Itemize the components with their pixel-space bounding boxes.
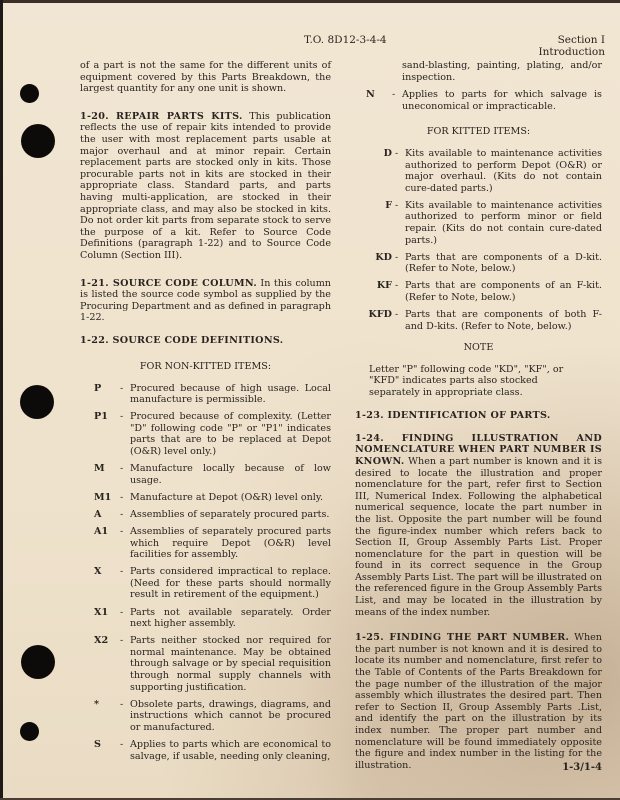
paragraph-1-23-title: 1-23. IDENTIFICATION OF PARTS. [355, 409, 551, 421]
continuation-paragraph: of a part is not the same for the different units of equipment covered by this Parts Breakdown, the largest quantity for any one unit is shown. [80, 60, 331, 95]
definition-item: KD - Parts that are components of a D-kit. (Refer to Note, below.) [375, 251, 602, 275]
definition-item: P - Procured because of high usage. Local manufacture is permissible. [94, 382, 331, 406]
paragraph-1-25 [355, 632, 602, 771]
definition-item: * - Obsolete parts, drawings, diagrams, and instructions which cannot be procured or manufactured. [94, 698, 331, 733]
paragraph-1-24 [355, 433, 602, 619]
right-column [355, 60, 602, 783]
kitted-definitions [363, 148, 602, 332]
page-left-edge [0, 0, 3, 800]
paragraph-1-24-title: 1-24. FINDING ILLUSTRATION AND NOMENCLATURE WHEN PART NUMBER IS KNOWN. [355, 432, 602, 467]
definition-item: X1 - Parts not available separately. Order next higher assembly. [94, 606, 331, 630]
paragraph-1-25-body: When the part number is not known and it is desired to locate its number and nomenclature, first refer to the Table of Contents of the Parts Breakdown for the page number of the illustration of the major assembly which illustrates the desired part. Then refer to Section II, Group Assembly Parts .List, and identify the part on the illustration by its index number. The proper part number and nomenclature will be found immediately opposite the figure and index number in the listing for the illustration. [355, 632, 602, 771]
punch-hole-icon [21, 645, 55, 679]
definition-item: A - Assemblies of separately procured parts. [94, 508, 330, 520]
definition-item: KF - Parts that are components of an F-kit. (Refer to Note, below.) [376, 280, 602, 303]
page-number: 1-3/1-4 [562, 762, 602, 773]
left-column [80, 60, 331, 768]
non-kitted-definitions [94, 383, 331, 763]
page-top-edge [0, 0, 620, 3]
punch-hole-icon [20, 385, 54, 419]
section-label: Section I [557, 34, 605, 46]
definition-item: M1 - Manufacture at Depot (O&R) level only. [94, 491, 324, 503]
definition-item: P1 - Procured because of complexity. (Letter "D" following code "P" or "P1" indicates parts that are to be replaced at Depot (O&R) level only.) [94, 411, 331, 458]
definition-item: F - Kits available to maintenance activities authorized to perform minor or field repair. (Kits do not contain cure-dated parts.) [385, 199, 602, 246]
punch-hole-icon [20, 722, 39, 741]
paragraph-1-21-title: 1-21. SOURCE CODE COLUMN. [80, 277, 257, 289]
paragraph-1-20-body: This publication reflects the use of repair kits intended to provide the user with most replacement parts usable at major overhaul and at minor repair. Certain replacement parts are stocked only in kits. Those procurable parts not in kits are stocked in their appropriate class. Standard parts, and parts having multi-application, are stocked in their appropriate class, and may also be stocked in kits. Do not order kit parts from separate stock to serve the purpose of a kit. Refer to Source Code Definitions (paragraph 1-22) and to Source Code Column (Section III). [80, 110, 331, 261]
definition-item: N - Applies to parts for which salvage is uneconomical or impracticable. [366, 89, 602, 112]
definition-item: M - Manufacture locally because of low usage. [94, 463, 331, 486]
definition-item: KFD - Parts that are components of both F- and D-kits. (Refer to Note, below.) [368, 309, 602, 332]
note-body: Letter "P" following code "KD", "KF", or "KFD" indicates parts also stocked separately in appropriate class. [369, 363, 564, 399]
definition-item: S - Applies to parts which are economical to salvage, if usable, needing only cleaning, [94, 739, 331, 762]
paragraph-1-20-title: 1-20. REPAIR PARTS KITS. [80, 110, 243, 122]
section-title: Introduction [538, 46, 605, 58]
punch-hole-icon [21, 124, 55, 158]
paragraph-1-21-body: In this column is listed the source code symbol as supplied by the Procuring Department and as defined in paragraph 1-22. [80, 277, 331, 324]
doc-number: T.O. 8D12-3-4-4 [304, 34, 387, 46]
paragraph-1-24-body: When a part number is known and it is desired to locate the illustration and proper nomenclature for the part, refer first to Section III, Numerical Index. Following the alphabetical numerical sequence, locate the part number in the list. Opposite the part number will be found the figure-index number which refers back to Section II, Group Assembly Parts List. Proper nomenclature for the part in question will be found in its correct sequence in the Group Assembly Parts List. The part will be illustrated on the referenced figure in the Group Assembly Parts List, and may be located in the illustration by means of the index number. [355, 455, 602, 618]
paragraph-1-21 [80, 278, 331, 324]
paragraph-1-22-title: 1-22. SOURCE CODE DEFINITIONS. [80, 335, 284, 347]
s-definition-continuation: sand-blasting, painting, plating, and/or inspection. [402, 60, 602, 83]
definition-item: A1 - Assemblies of separately procured parts which require Depot (O&R) level facilities for assembly. [94, 526, 331, 561]
definition-item: X - Parts considered impractical to replace. (Need for these parts should normally result in retirement of the equipment.) [94, 566, 331, 601]
paragraph-1-20 [80, 111, 331, 262]
non-kitted-heading: FOR NON-KITTED ITEMS: [139, 360, 272, 372]
definition-item: D - Kits available to maintenance activities authorized to perform Depot (O&R) or major overhaul. (Kits do not contain cure-dated parts.) [383, 147, 602, 194]
definition-item: X2 - Parts neither stocked nor required for normal maintenance. May be obtained through salvage or by special requisition through normal supply channels with supporting justification. [94, 635, 331, 693]
note-heading: NOTE [463, 342, 494, 354]
punch-hole-icon [20, 84, 39, 103]
paragraph-1-25-title: 1-25. FINDING THE PART NUMBER. [355, 632, 570, 644]
kitted-heading: FOR KITTED ITEMS: [426, 126, 531, 138]
